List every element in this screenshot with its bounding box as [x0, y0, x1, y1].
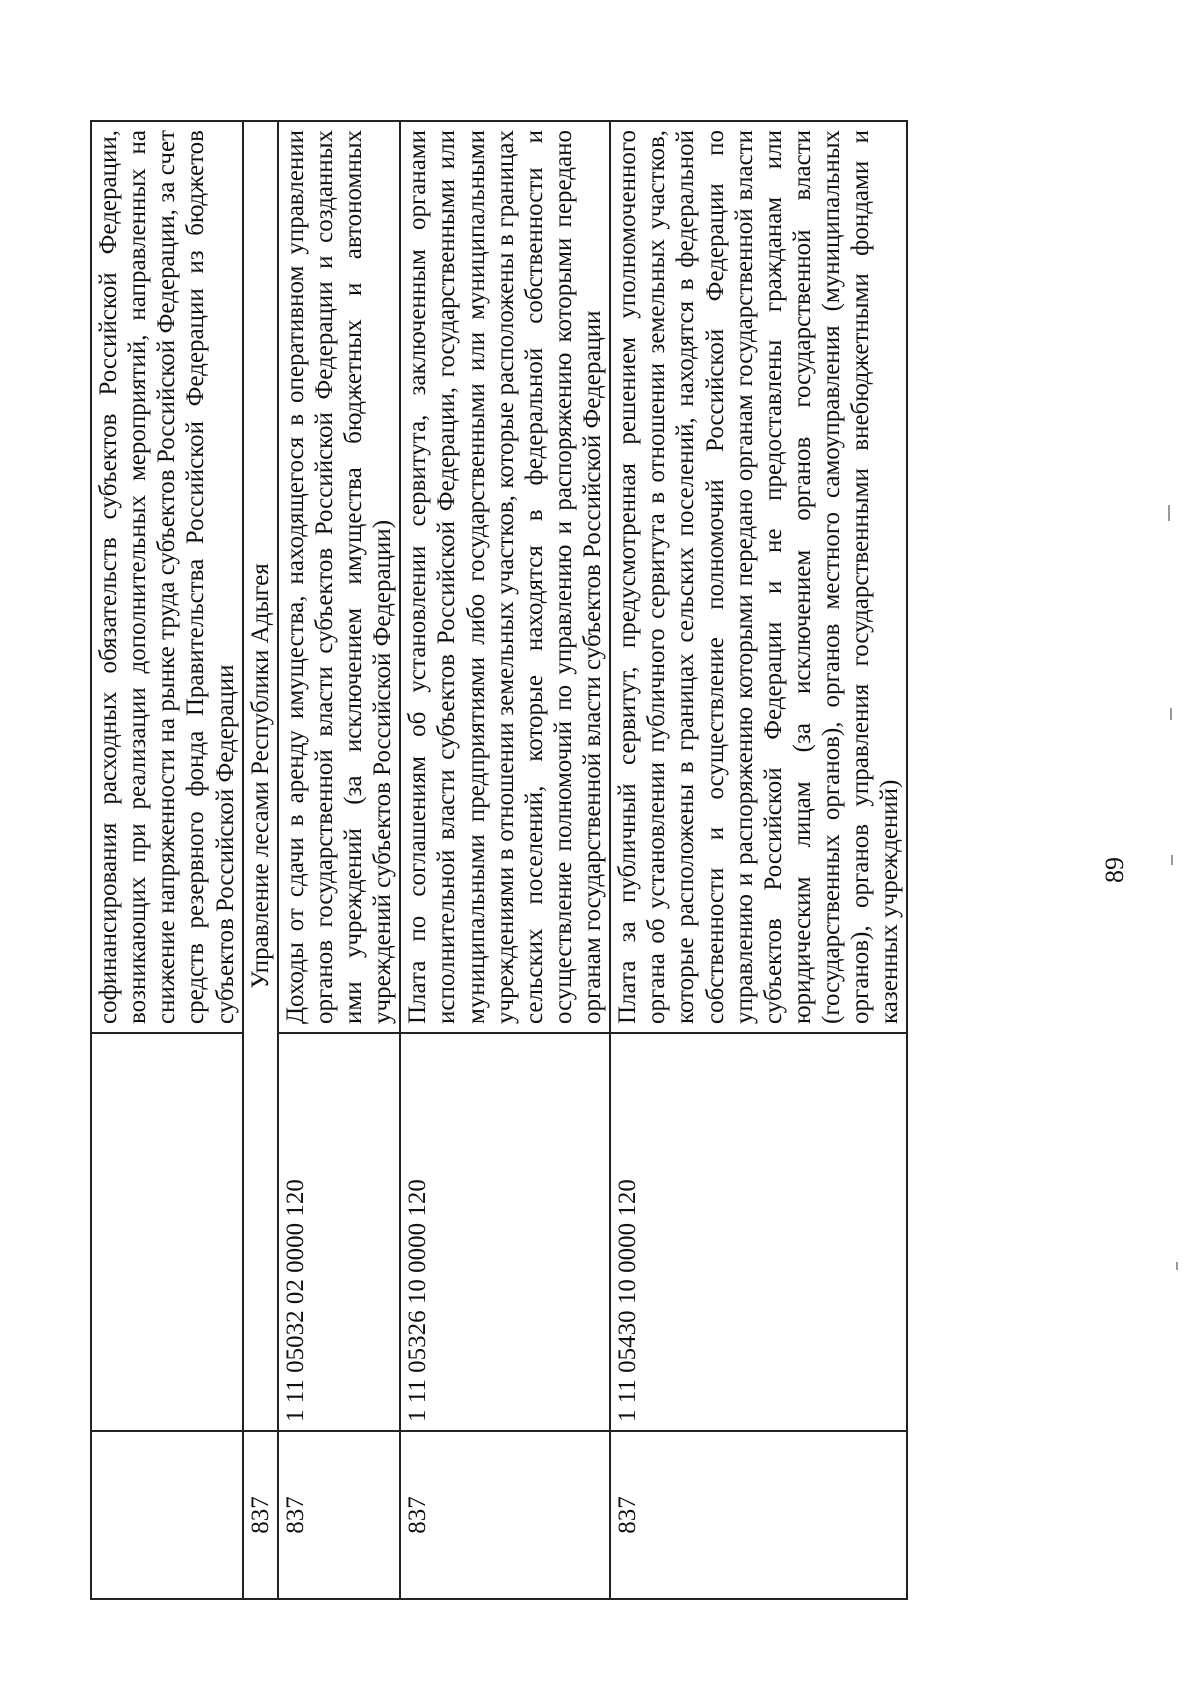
- rotated-page-content: [90, 120, 1105, 1600]
- scan-artifact: [1170, 708, 1172, 720]
- admin-code-cell: 837: [243, 1431, 278, 1599]
- table-row-continuation: [91, 121, 243, 1599]
- revenue-table: [90, 120, 908, 1600]
- budget-code-cell: 1 11 05430 10 0000 120: [610, 1033, 907, 1431]
- scan-artifact: [1171, 855, 1173, 865]
- scan-artifact: [1176, 1262, 1178, 1270]
- section-title: Управление лесами Республики Адыгея: [243, 121, 278, 1431]
- admin-code-cell: [91, 1431, 243, 1599]
- table-row: [278, 121, 401, 1599]
- budget-code-cell: [91, 1033, 243, 1431]
- section-header-row: [243, 121, 278, 1599]
- description-cell: Плата по соглашениям об установлении сервитута, заключенным органами исполнительной власти субъектов Российской Федерации, государственными или муниципальными предприятиями либо государственными или муниципальными учреждениями в отношении земельных участков, которые расположены в границах сельских поселений, которые находятся в федеральной собственности и осуществление полномочий по управлению и распоряжению которыми передано органам государственной власти субъектов Российской Федерации: [400, 121, 610, 1033]
- description-cell: Доходы от сдачи в аренду имущества, находящегося в оперативном управлении органов государственной власти субъектов Российской Федерации и созданных ими учреждений (за исключением имущества бюджетных и автономных учреждений субъектов Российской Федерации): [278, 121, 401, 1033]
- table-row: [400, 121, 610, 1599]
- admin-code-cell: 837: [278, 1431, 401, 1599]
- admin-code-cell: 837: [610, 1431, 907, 1599]
- admin-code-cell: 837: [400, 1431, 610, 1599]
- budget-code-cell: 1 11 05326 10 0000 120: [400, 1033, 610, 1431]
- description-cell: Плата за публичный сервитут, предусмотренная решением уполномоченного органа об установлении публичного сервитута в отношении земельных участков, которые расположены в границах сельских поселений, находятся в федеральной собственности и осуществление полномочий Российской Федерации по управлению и распоряжению которыми передано органам государственной власти субъектов Российской Федерации и не предоставлены гражданам или юридическим лицам (за исключением органов государственной власти (государственных органов), органов местного самоуправления (муниципальных органов), органов управления государственными внебюджетными фондами и казенных учреждений): [610, 121, 907, 1033]
- description-cell: софинансирования расходных обязательств субъектов Российской Федерации, возникающих при реализации дополнительных мероприятий, направленных на снижение напряженности на рынке труда субъектов Российской Федерации, за счет средств резервного фонда Правительства Российской Федерации из бюджетов субъектов Российской Федерации: [91, 121, 243, 1033]
- page-number-label: 89: [1100, 857, 1129, 883]
- budget-code-cell: 1 11 05032 02 0000 120: [278, 1033, 401, 1431]
- scan-artifact: [1168, 505, 1170, 521]
- page-number: [1095, 840, 1135, 900]
- table-row: [610, 121, 907, 1599]
